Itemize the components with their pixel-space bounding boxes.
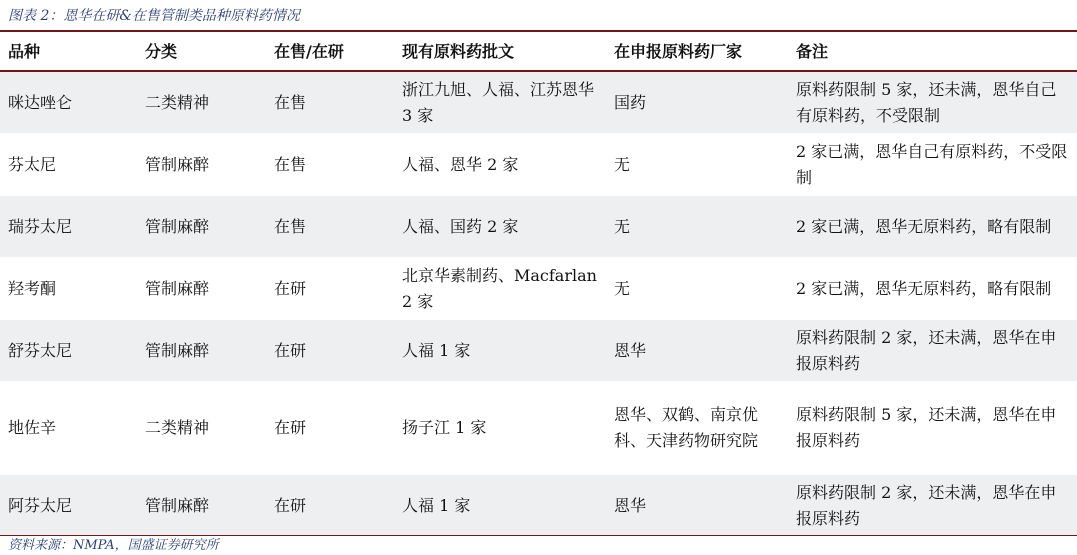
cell-status: 在研 <box>266 258 394 320</box>
cell-notes: 原料药限制 5 家，还未满，恩华在申报原料药 <box>788 382 1077 475</box>
cell-approvals: 人福、国药 2 家 <box>394 196 606 258</box>
cell-status: 在研 <box>266 320 394 382</box>
cell-notes: 原料药限制 2 家，还未满，恩华在申报原料药 <box>788 475 1077 537</box>
cell-approvals: 扬子江 1 家 <box>394 382 606 475</box>
cell-variety: 芬太尼 <box>0 134 137 196</box>
bottom-rule <box>0 535 1077 536</box>
table-row <box>0 320 1077 382</box>
cell-approvals: 北京华素制药、Macfarlan 2 家 <box>394 258 606 320</box>
cell-applicants: 无 <box>606 134 788 196</box>
cell-status: 在研 <box>266 382 394 475</box>
header-category: 分类 <box>137 33 266 71</box>
cell-variety: 地佐辛 <box>0 382 137 475</box>
cell-status: 在研 <box>266 475 394 537</box>
table-caption: 图表 2：恩华在研&在售管制类品种原料药情况 <box>8 8 300 24</box>
cell-category: 管制麻醉 <box>137 134 266 196</box>
table-header-row <box>0 33 1077 71</box>
cell-notes: 原料药限制 2 家，还未满，恩华在申报原料药 <box>788 320 1077 382</box>
drug-table <box>0 33 1077 537</box>
cell-variety: 阿芬太尼 <box>0 475 137 537</box>
cell-approvals: 浙江九旭、人福、江苏恩华 3 家 <box>394 71 606 134</box>
cell-category: 二类精神 <box>137 71 266 134</box>
top-rule <box>0 30 1077 32</box>
cell-status: 在售 <box>266 134 394 196</box>
cell-category: 管制麻醉 <box>137 196 266 258</box>
cell-approvals: 人福 1 家 <box>394 475 606 537</box>
cell-notes: 原料药限制 5 家，还未满，恩华自己有原料药，不受限制 <box>788 71 1077 134</box>
header-approvals: 现有原料药批文 <box>394 33 606 71</box>
cell-variety: 瑞芬太尼 <box>0 196 137 258</box>
cell-applicants: 无 <box>606 196 788 258</box>
cell-status: 在售 <box>266 196 394 258</box>
table-row <box>0 258 1077 320</box>
table-row <box>0 382 1077 475</box>
cell-applicants: 恩华 <box>606 475 788 537</box>
header-applicants: 在申报原料药厂家 <box>606 33 788 71</box>
table-row <box>0 134 1077 196</box>
cell-approvals: 人福 1 家 <box>394 320 606 382</box>
cell-notes: 2 家已满，恩华自己有原料药，不受限制 <box>788 134 1077 196</box>
cell-status: 在售 <box>266 71 394 134</box>
cell-notes: 2 家已满，恩华无原料药，略有限制 <box>788 196 1077 258</box>
cell-variety: 咪达唑仑 <box>0 71 137 134</box>
cell-notes: 2 家已满，恩华无原料药，略有限制 <box>788 258 1077 320</box>
cell-category: 二类精神 <box>137 382 266 475</box>
cell-applicants: 恩华、双鹤、南京优科、天津药物研究院 <box>606 382 788 475</box>
header-status: 在售/在研 <box>266 33 394 71</box>
cell-category: 管制麻醉 <box>137 320 266 382</box>
cell-variety: 舒芬太尼 <box>0 320 137 382</box>
table-row <box>0 475 1077 537</box>
cell-category: 管制麻醉 <box>137 475 266 537</box>
cell-applicants: 国药 <box>606 71 788 134</box>
cell-approvals: 人福、恩华 2 家 <box>394 134 606 196</box>
source-note: 资料来源：NMPA，国盛证券研究所 <box>8 538 219 553</box>
cell-category: 管制麻醉 <box>137 258 266 320</box>
header-variety: 品种 <box>0 33 137 71</box>
cell-variety: 羟考酮 <box>0 258 137 320</box>
table-row <box>0 196 1077 258</box>
header-notes: 备注 <box>788 33 1077 71</box>
cell-applicants: 恩华 <box>606 320 788 382</box>
cell-applicants: 无 <box>606 258 788 320</box>
table-row <box>0 71 1077 134</box>
